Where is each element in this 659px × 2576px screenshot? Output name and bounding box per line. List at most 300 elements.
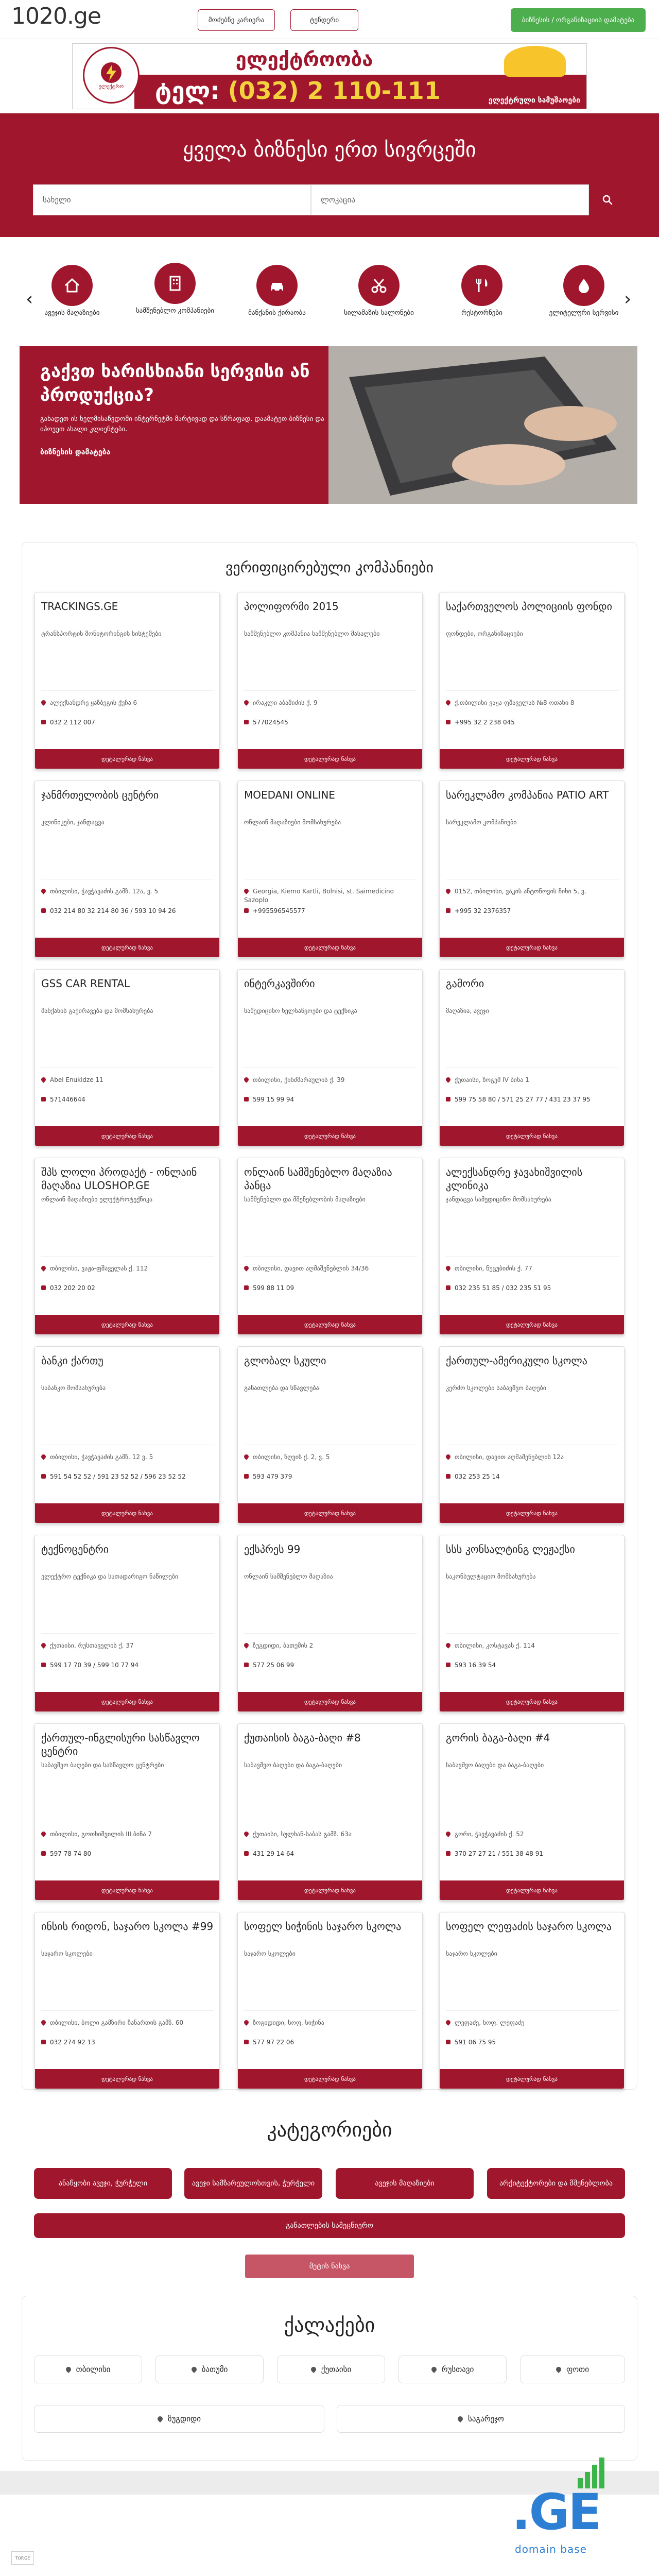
company-description: მანქანის გაქირავება და მომსახურება <box>41 1007 153 1014</box>
company-description: კერძო სკოლები საბავშვო ბაღები <box>446 1384 546 1392</box>
company-address-text: ზოგიდიდი, სოფ. სიჭინა <box>253 2019 324 2026</box>
phone-icon <box>446 1285 450 1290</box>
card-more-button[interactable]: დეტალურად ნახვა <box>35 2069 219 2089</box>
category-item[interactable] <box>236 265 318 317</box>
city-button[interactable] <box>155 2355 264 2383</box>
card-more-button[interactable]: დეტალურად ნახვა <box>35 749 219 769</box>
promo-text: გახადეთ ის ხელმისაწვდომი ინტერნეტში მარტივად და სწრაფად. დაამატეთ ბიზნესი და იპოვეთ ახალი კლიენტები. <box>40 415 324 433</box>
company-phone-text: 032 274 92 13 <box>50 2039 95 2046</box>
company-phone-text: 599 17 70 39 / 599 10 77 94 <box>50 1662 138 1669</box>
company-phone-text: 599 15 99 94 <box>253 1096 294 1103</box>
company-phone[interactable] <box>446 907 619 916</box>
search-icon <box>602 194 613 206</box>
card-divider <box>41 690 214 691</box>
company-phone[interactable] <box>244 2038 417 2047</box>
company-phone[interactable] <box>41 907 214 916</box>
company-address <box>446 1076 619 1084</box>
city-label: ბათუმი <box>201 2365 228 2374</box>
company-name[interactable]: სსს კონსალტინგ ლეჟაქსი <box>446 1543 575 1555</box>
company-address <box>41 2019 214 2027</box>
city-button[interactable] <box>34 2405 324 2433</box>
company-description: საჯარო სკოლები <box>41 1950 93 1957</box>
map-pin-icon <box>40 2019 47 2026</box>
phone-icon <box>446 1474 450 1479</box>
company-phone[interactable] <box>41 1284 214 1293</box>
city-button[interactable] <box>337 2405 625 2433</box>
company-phone-text: 032 202 20 02 <box>50 1284 95 1292</box>
company-phone[interactable] <box>446 718 619 727</box>
promo-add-business-link[interactable]: ბიზნესის დამატება <box>40 448 111 456</box>
city-label: რუსთავი <box>441 2365 474 2374</box>
phone-icon <box>41 720 46 724</box>
category-button[interactable]: განათლების სამეცნიერო <box>34 2213 625 2238</box>
company-address <box>446 699 619 707</box>
company-address-text: თბილისი, ჭავჭავაძის გამზ. 12 ვ. 5 <box>50 1453 153 1461</box>
card-divider <box>446 690 619 691</box>
company-name[interactable]: სარეკლამო კომპანია PATIO ART <box>446 789 609 801</box>
phone-icon <box>41 1097 46 1101</box>
company-phone[interactable] <box>41 1472 214 1481</box>
company-phone-text: 577 25 06 99 <box>253 1662 294 1669</box>
category-item[interactable] <box>543 265 625 317</box>
company-address-text: Abel Enukidze 11 <box>50 1076 103 1083</box>
company-address-text: ლეფაძე, სოფ. ლეფაძე <box>455 2019 525 2026</box>
city-button[interactable] <box>520 2355 625 2383</box>
card-more-button[interactable]: დეტალურად ნახვა <box>440 749 624 769</box>
phone-icon <box>244 2040 249 2044</box>
card-more-button[interactable]: დეტალურად ნახვა <box>35 1503 219 1523</box>
company-name[interactable]: სოფელ ლეფაძის საჯარო სკოლა <box>446 1920 612 1933</box>
company-phone[interactable] <box>41 1850 214 1858</box>
company-name[interactable]: გამორი <box>446 977 484 990</box>
company-card[interactable] <box>439 1158 625 1335</box>
map-pin-icon <box>190 2366 198 2373</box>
company-name[interactable]: გორის ბაგა-ბაღი #4 <box>446 1732 550 1744</box>
map-pin-icon <box>40 888 47 894</box>
card-more-button[interactable]: დეტალურად ნახვა <box>238 2069 422 2089</box>
company-card[interactable] <box>34 969 220 1146</box>
map-pin-icon <box>445 1076 452 1083</box>
laptop-image <box>328 346 637 504</box>
ad-banner[interactable] <box>72 43 587 109</box>
card-divider <box>244 1067 417 1068</box>
map-pin-icon <box>40 1831 47 1837</box>
company-address-text: ქ.თბილისი ვაჟა-ფშაველას №8 ოთახი 8 <box>455 699 575 706</box>
banner-phone <box>155 77 441 105</box>
company-address <box>244 1453 417 1462</box>
company-address <box>446 1641 619 1650</box>
company-address-text: თბილისი, ნუცუბიძის ქ. 77 <box>455 1265 532 1272</box>
phone-icon <box>446 1097 450 1101</box>
phone-icon <box>244 720 249 724</box>
card-more-button[interactable]: დეტალურად ნახვა <box>440 1503 624 1523</box>
card-more-button[interactable]: დეტალურად ნახვა <box>238 1315 422 1334</box>
company-description: განათლება და სწავლება <box>244 1384 319 1392</box>
company-name[interactable]: ჯანმრთელობის ცენტრი <box>41 789 159 801</box>
company-description: ონლაინ სამშენებლო მაღაზია <box>244 1573 333 1580</box>
company-name[interactable]: MOEDANI ONLINE <box>244 789 335 801</box>
card-more-button[interactable]: დეტალურად ნახვა <box>440 2069 624 2089</box>
map-pin-icon <box>457 2415 464 2422</box>
search-job-button[interactable]: მოძებნე კარიერა <box>198 9 275 31</box>
company-address-text: თბილისი, კოსტავას ქ. 114 <box>455 1642 535 1649</box>
company-address <box>244 2019 417 2027</box>
card-more-button[interactable]: დეტალურად ნახვა <box>440 1315 624 1334</box>
card-divider <box>41 1633 214 1634</box>
company-phone-text: +995 32 2 238 045 <box>455 719 515 726</box>
card-more-button[interactable]: დეტალურად ნახვა <box>238 938 422 957</box>
company-phone[interactable] <box>244 718 417 727</box>
map-pin-icon <box>243 1076 250 1083</box>
city-label: ფოთი <box>566 2365 589 2374</box>
card-more-button[interactable]: დეტალურად ნახვა <box>440 1126 624 1146</box>
company-address-text: თბილისი, ჭავჭავაძის გამზ. 12ა, ვ. 5 <box>50 888 159 895</box>
company-phone-text: 577 97 22 06 <box>253 2039 294 2046</box>
company-phone[interactable] <box>41 2038 214 2047</box>
company-description: საბავშვო ბაღები და სასწავლო ცენტრები <box>41 1761 164 1769</box>
site-logo[interactable]: 1020.ge <box>11 3 101 29</box>
verified-title: ვერიფიცირებული კომპანიები <box>226 559 433 576</box>
card-more-button[interactable]: დეტალურად ნახვა <box>440 938 624 957</box>
card-divider <box>446 1067 619 1068</box>
company-card[interactable] <box>237 592 423 769</box>
city-label: საგარეჯო <box>468 2414 504 2424</box>
carousel-next-icon[interactable]: › <box>624 289 632 310</box>
category-item[interactable] <box>338 265 420 317</box>
house-icon <box>51 265 93 306</box>
company-description: სამედიცინო ხელსაწყოები და ტექნიკა <box>244 1007 357 1014</box>
company-phone[interactable] <box>244 1284 417 1293</box>
company-address <box>41 699 214 707</box>
category-item[interactable] <box>31 265 113 317</box>
scissors-icon <box>358 265 400 306</box>
company-name[interactable]: TRACKINGS.GE <box>41 600 118 613</box>
category-button[interactable]: ავეჯის მაღაზიები <box>336 2168 474 2199</box>
top-ge-badge[interactable]: TOP.GE <box>11 2551 34 2565</box>
company-address <box>446 2019 619 2027</box>
card-more-button[interactable]: დეტალურად ნახვა <box>238 1880 422 1900</box>
company-address <box>244 1264 417 1273</box>
company-description: საბავშვო ბაღები და ბაგა-ბაღები <box>446 1761 544 1769</box>
card-divider <box>244 1633 417 1634</box>
phone-icon <box>41 1851 46 1856</box>
company-name[interactable]: ქართულ-ამერიკული სკოლა <box>446 1354 587 1367</box>
company-address-text: ქუთაისი, რუსთაველის ქ. 37 <box>50 1642 134 1649</box>
company-card[interactable] <box>34 1912 220 2089</box>
company-card[interactable] <box>237 969 423 1146</box>
company-phone[interactable] <box>446 1850 619 1858</box>
company-phone[interactable] <box>41 1095 214 1104</box>
company-address-text: თბილისი, დავით აღმაშენებლის 34/36 <box>253 1265 369 1272</box>
company-card[interactable] <box>237 1535 423 1712</box>
company-phone[interactable] <box>244 1661 417 1670</box>
card-divider <box>41 2010 214 2011</box>
company-phone-text: 431 29 14 64 <box>253 1850 294 1857</box>
city-button[interactable] <box>34 2355 142 2383</box>
company-description: ონლაინ მაღაზიები ელექტროტექნიკა <box>41 1196 153 1203</box>
company-phone[interactable] <box>446 1472 619 1481</box>
map-pin-icon <box>445 1831 452 1837</box>
company-address <box>244 699 417 707</box>
banner-worker-image <box>504 46 566 77</box>
city-button[interactable] <box>277 2355 385 2383</box>
company-phone-text: 032 2 112 007 <box>50 719 95 726</box>
company-card[interactable] <box>439 1535 625 1712</box>
search-button[interactable] <box>589 184 626 215</box>
company-card[interactable] <box>439 592 625 769</box>
map-pin-icon <box>243 2019 250 2026</box>
company-address <box>244 887 417 905</box>
company-description: ჯანდაცვა სამედიცინო მომსახურება <box>446 1196 551 1203</box>
company-address <box>244 1641 417 1650</box>
company-card[interactable] <box>237 1346 423 1523</box>
card-more-button[interactable]: დეტალურად ნახვა <box>35 1692 219 1711</box>
company-description: სამშენებლო კომპანია სამშენებლო მასალები <box>244 630 380 637</box>
category-carousel <box>0 237 659 340</box>
banner-logo <box>83 47 140 104</box>
company-name[interactable]: ინტერკავშირი <box>244 977 315 990</box>
phone-icon <box>446 1663 450 1667</box>
promo-title: გაქვთ ხარისხიანი სერვისი ან პროდუქცია? <box>40 361 310 405</box>
phone-icon <box>244 1851 249 1856</box>
category-label: ელიტელური სერვისი <box>549 309 619 317</box>
phone-icon <box>446 720 450 724</box>
company-name[interactable]: ინსის რიდონ, საჯარო სკოლა #99 <box>41 1920 214 1933</box>
building-icon <box>154 263 196 304</box>
card-more-button[interactable]: დეტალურად ნახვა <box>238 1126 422 1146</box>
company-phone[interactable] <box>446 1284 619 1293</box>
company-card[interactable] <box>34 592 220 769</box>
tender-button[interactable]: ტენდერი <box>290 9 358 31</box>
phone-icon <box>244 908 249 913</box>
city-label: ქუთაისი <box>321 2365 352 2374</box>
company-address-text: Georgia, Kiemo Kartli, Bolnisi, st. Saimedicino Sazoplo <box>244 888 394 904</box>
company-phone-text: 370 27 27 21 / 551 38 48 91 <box>455 1850 543 1857</box>
company-name[interactable]: ბანკი ქართუ <box>41 1354 103 1367</box>
company-card[interactable] <box>237 1912 423 2089</box>
domain-base-logo[interactable]: .GE <box>512 2483 600 2541</box>
company-description: ტრანსპორტის მონიტორინგის სისტემები <box>41 630 162 637</box>
company-address-text: ირაკლი აბაშიძის ქ. 9 <box>253 699 318 706</box>
company-description: ონლაინ მაღაზიები მომსახურება <box>244 819 341 826</box>
category-button[interactable]: ავეჯი სამზარეულოსთვის, ჭურჭელი <box>184 2168 322 2199</box>
banner-subtitle: ელექტრული სამუშაოები <box>488 96 580 105</box>
company-phone-text: +995596545577 <box>253 907 305 914</box>
phone-icon <box>41 2040 46 2044</box>
company-phone[interactable] <box>244 1472 417 1481</box>
map-pin-icon <box>243 888 250 894</box>
hero-title: ყველა ბიზნესი ერთ სივრცეში <box>183 138 476 162</box>
company-phone-text: 599 75 58 80 / 571 25 27 77 / 431 23 37 95 <box>455 1096 591 1103</box>
map-pin-icon <box>243 1265 250 1272</box>
category-button[interactable]: ანაწყობი ავეჯი, ჭურჭელი <box>34 2168 172 2199</box>
company-name[interactable]: ექსპრეს 99 <box>244 1543 301 1555</box>
company-phone[interactable] <box>446 1095 619 1104</box>
company-address-text: ქუთაისი, სულხან-საბას გამზ. 63ა <box>253 1831 352 1838</box>
card-more-button[interactable]: დეტალურად ნახვა <box>35 938 219 957</box>
company-name[interactable]: შპს ლოლი პროდაქტ - ონლაინ მაღაზია ULOSHOP.GE <box>41 1166 197 1192</box>
company-phone[interactable] <box>244 1095 417 1104</box>
company-address <box>41 1641 214 1650</box>
map-pin-icon <box>445 1265 452 1272</box>
bolt-icon <box>100 61 123 84</box>
card-more-button[interactable]: დეტალურად ნახვა <box>238 1692 422 1711</box>
category-item[interactable] <box>441 265 523 317</box>
company-address-text: თბილისი, ქინძმარაულის ქ. 39 <box>253 1076 345 1083</box>
company-phone-text: 591 54 52 52 / 591 23 52 52 / 596 23 52 52 <box>50 1473 186 1480</box>
phone-icon <box>244 1474 249 1479</box>
company-phone-text: 597 78 74 80 <box>50 1850 92 1857</box>
map-pin-icon <box>430 2366 438 2373</box>
card-more-button[interactable]: დეტალურად ნახვა <box>238 1503 422 1523</box>
card-more-button[interactable]: დეტალურად ნახვა <box>440 1692 624 1711</box>
company-description: სარეკლამო კომპანიები <box>446 819 517 826</box>
banner-phone-prefix: ტელ: <box>155 77 228 105</box>
company-address-text: 0152, თბილისი, ვაკის ანტონოვის ჩიხი 5, ვ. <box>455 888 586 895</box>
company-card[interactable] <box>237 781 423 958</box>
company-address-text: ალექსანდრე ყაზბეგის ქუჩა 6 <box>50 699 137 706</box>
verified-companies-section <box>22 542 637 2090</box>
company-phone-text: 032 253 25 14 <box>455 1473 500 1480</box>
company-name[interactable]: ონლაინ სამშენებლო მაღაზია პანცა <box>244 1166 392 1192</box>
company-name[interactable]: პოლიფორმი 2015 <box>244 600 339 613</box>
company-address <box>446 1264 619 1273</box>
company-card[interactable] <box>439 1346 625 1523</box>
company-name[interactable]: სოფელ სიჭინის საჯარო სკოლა <box>244 1920 402 1933</box>
company-address-text: ზუგდიდი, ბათუმის 2 <box>253 1642 314 1649</box>
company-name[interactable]: GSS CAR RENTAL <box>41 977 130 990</box>
company-description: ფონდები, ორგანიზაციები <box>446 630 523 637</box>
card-divider <box>244 2010 417 2011</box>
company-card[interactable] <box>439 1912 625 2089</box>
map-pin-icon <box>40 1453 47 1460</box>
phone-icon <box>244 1097 249 1101</box>
location-input[interactable]: ლოკაცია <box>311 184 589 215</box>
phone-icon <box>41 1285 46 1290</box>
company-address <box>41 1076 214 1084</box>
company-phone-text: 577024545 <box>253 719 288 726</box>
company-address <box>446 1830 619 1839</box>
card-more-button[interactable]: დეტალურად ნახვა <box>35 1315 219 1334</box>
company-card[interactable] <box>439 781 625 958</box>
card-more-button[interactable]: დეტალურად ნახვა <box>440 1880 624 1900</box>
phone-icon <box>446 2040 450 2044</box>
company-description: კლინიკები, ჯანდაცვა <box>41 819 105 826</box>
top-bar <box>0 0 659 39</box>
category-item[interactable] <box>134 263 216 315</box>
map-pin-icon <box>445 699 452 706</box>
hero-search <box>0 113 659 237</box>
city-button[interactable] <box>398 2355 507 2383</box>
map-pin-icon <box>243 1642 250 1649</box>
category-label: მანქანის ქირაობა <box>248 309 306 317</box>
map-pin-icon <box>40 1076 47 1083</box>
carousel-prev-icon[interactable]: ‹ <box>26 289 33 310</box>
domain-base-sub: domain base <box>515 2543 587 2555</box>
company-card[interactable] <box>34 781 220 958</box>
company-address <box>446 1453 619 1462</box>
phone-icon <box>244 1285 249 1290</box>
map-pin-icon <box>243 1453 250 1460</box>
company-phone-text: 032 235 51 85 / 032 235 51 95 <box>455 1284 551 1292</box>
company-phone[interactable] <box>446 2038 619 2047</box>
map-pin-icon <box>40 699 47 706</box>
company-phone-text: 593 479 379 <box>253 1473 292 1480</box>
phone-icon <box>41 1663 46 1667</box>
company-phone-text: 593 16 39 54 <box>455 1662 496 1669</box>
company-phone[interactable] <box>446 1661 619 1670</box>
company-name[interactable]: ქართულ-ინგლისური სასწავლო ცენტრი <box>41 1732 200 1757</box>
map-pin-icon <box>243 699 250 706</box>
card-divider <box>41 1067 214 1068</box>
company-card[interactable] <box>34 1158 220 1335</box>
company-address-text: თბილისი, დავით აღმაშენებლის 12ა <box>455 1453 564 1461</box>
company-phone-text: 032 214 80 32 214 80 36 / 593 10 94 26 <box>50 907 176 914</box>
banner-phone-number: 2 110-111 <box>299 77 441 105</box>
company-card[interactable] <box>439 969 625 1146</box>
company-phone-text: 571446644 <box>50 1096 85 1103</box>
category-button[interactable]: არქიტექტორები და მშენებლობა <box>487 2168 625 2199</box>
more-categories-button[interactable]: მეტის ნახვა <box>245 2255 414 2278</box>
phone-icon <box>41 1474 46 1479</box>
banner-phone-code: (032) <box>228 77 299 105</box>
card-more-button[interactable]: დეტალურად ნახვა <box>238 749 422 769</box>
company-card[interactable] <box>34 1535 220 1712</box>
company-description: სამშენებლო და მშენებლობის მაღაზიები <box>244 1196 366 1203</box>
company-name[interactable]: ტექნოცენტრი <box>41 1543 109 1555</box>
company-address-text: თბილისი, ბოლი გამზირი ჩანართის გამზ. 60 <box>50 2019 184 2026</box>
card-divider <box>244 690 417 691</box>
card-more-button[interactable]: დეტალურად ნახვა <box>35 1880 219 1900</box>
company-phone-text: 591 06 75 95 <box>455 2039 496 2046</box>
company-phone-text: 599 88 11 09 <box>253 1284 294 1292</box>
search-input[interactable]: სახელი <box>33 184 311 215</box>
company-card[interactable] <box>237 1723 423 1901</box>
company-name[interactable]: საქართველოს პოლიციის ფონდი <box>446 600 613 613</box>
company-address <box>446 887 619 896</box>
categories-title: კატეგორიები <box>267 2119 392 2141</box>
add-company-button[interactable]: ბიზნესის / ორგანიზაციის დამატება <box>511 8 646 32</box>
company-card[interactable] <box>439 1723 625 1901</box>
company-phone[interactable] <box>244 907 417 916</box>
card-more-button[interactable]: დეტალურად ნახვა <box>35 1126 219 1146</box>
company-card[interactable] <box>34 1723 220 1901</box>
company-name[interactable]: გლობალ სკული <box>244 1354 326 1367</box>
company-name[interactable]: ალექსანდრე ჯავახიშვილის კლინიკა <box>446 1166 583 1192</box>
company-description: საჯარო სკოლები <box>244 1950 296 1957</box>
company-phone[interactable] <box>41 1661 214 1670</box>
category-label: ავეჯის მაღაზიები <box>44 309 100 317</box>
company-address-text: გორი, ჭავჭავაძის ქ. 52 <box>455 1831 524 1838</box>
drop-icon <box>563 265 604 306</box>
city-label: ზუგდიდი <box>167 2414 201 2424</box>
company-description: ელექტრო ტექნიკა და სათადარიგო ნაწილები <box>41 1573 179 1580</box>
promo-banner <box>20 346 637 504</box>
phone-icon <box>446 908 450 913</box>
company-name[interactable]: ქუთაისის ბაგა-ბაღი #8 <box>244 1732 361 1744</box>
company-phone-text: +995 32 2376357 <box>455 907 511 914</box>
company-phone[interactable] <box>41 718 214 727</box>
card-divider <box>446 2010 619 2011</box>
company-address-text: თბილისი, გოთხიშვილის III ბინა 7 <box>50 1831 152 1838</box>
company-card[interactable] <box>34 1346 220 1523</box>
company-phone[interactable] <box>244 1850 417 1858</box>
company-address-text: თბილისი, ზღვის ქ. 2, ვ. 5 <box>253 1453 330 1461</box>
company-address <box>244 1830 417 1839</box>
company-card[interactable] <box>237 1158 423 1335</box>
map-pin-icon <box>445 888 452 894</box>
map-pin-icon <box>310 2366 317 2373</box>
